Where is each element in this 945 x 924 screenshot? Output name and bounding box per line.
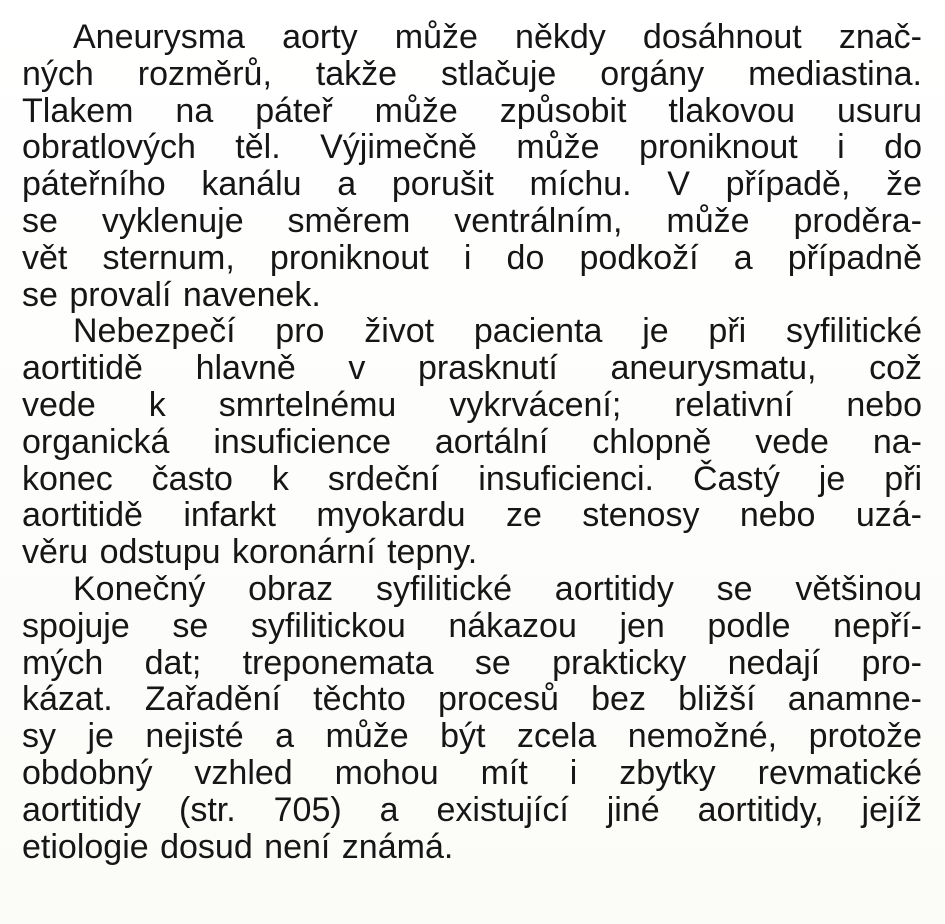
paragraph-final-picture [0, 571, 945, 865]
text-line: mých dat; treponemata se prakticky nedají pro- [22, 643, 922, 682]
text-line: se vyklenuje směrem ventrálním, může proděra- [22, 201, 922, 240]
text-line: Konečný obraz syfilitické aortitidy se většinou [73, 569, 922, 608]
text-line: Tlakem na páteř může způsobit tlakovou usuru [22, 91, 922, 130]
text-line: sy je nejisté a může být zcela nemožné, protože [22, 717, 922, 756]
text-line: věru odstupu koronární tepny. [22, 533, 478, 572]
text-line: aortitidy (str. 705) a existující jiné aortitidy, jejíž [22, 790, 922, 829]
text-line: organická insuficience aortální chlopně vede na- [22, 422, 922, 461]
text-line: se provalí navenek. [22, 275, 321, 314]
text-line: Nebezpečí pro život pacienta je při syfilitické [73, 312, 922, 351]
paragraph-aneurysm [0, 19, 945, 313]
text-line: vět sternum, proniknout i do podkoží a případně [22, 238, 922, 277]
text-line: ných rozměrů, takže stlačuje orgány mediastina. [22, 54, 922, 93]
text-line: aortitidě infarkt myokardu ze stenosy nebo uzá- [22, 496, 922, 535]
text-line: etiologie dosud není známá. [22, 827, 454, 866]
text-line: vede k smrtelnému vykrvácení; relativní nebo [22, 385, 922, 424]
paragraph-danger [0, 313, 945, 571]
text-line: aortitidě hlavně v prasknutí aneurysmatu, což [22, 349, 922, 388]
text-line: obratlových těl. Výjimečně může proniknout i do [22, 128, 922, 167]
text-line: spojuje se syfilitickou nákazou jen podle nepří- [22, 606, 922, 645]
text-line: kázat. Zařadění těchto procesů bez bližší anamne- [22, 680, 922, 719]
text-line: obdobný vzhled mohou mít i zbytky revmatické [22, 753, 922, 792]
text-line: Aneurysma aorty může někdy dosáhnout znač- [73, 18, 922, 56]
text-line: konec často k srdeční insuficienci. Častý je při [22, 459, 922, 498]
text-line: páteřního kanálu a porušit míchu. V případě, že [22, 165, 922, 204]
